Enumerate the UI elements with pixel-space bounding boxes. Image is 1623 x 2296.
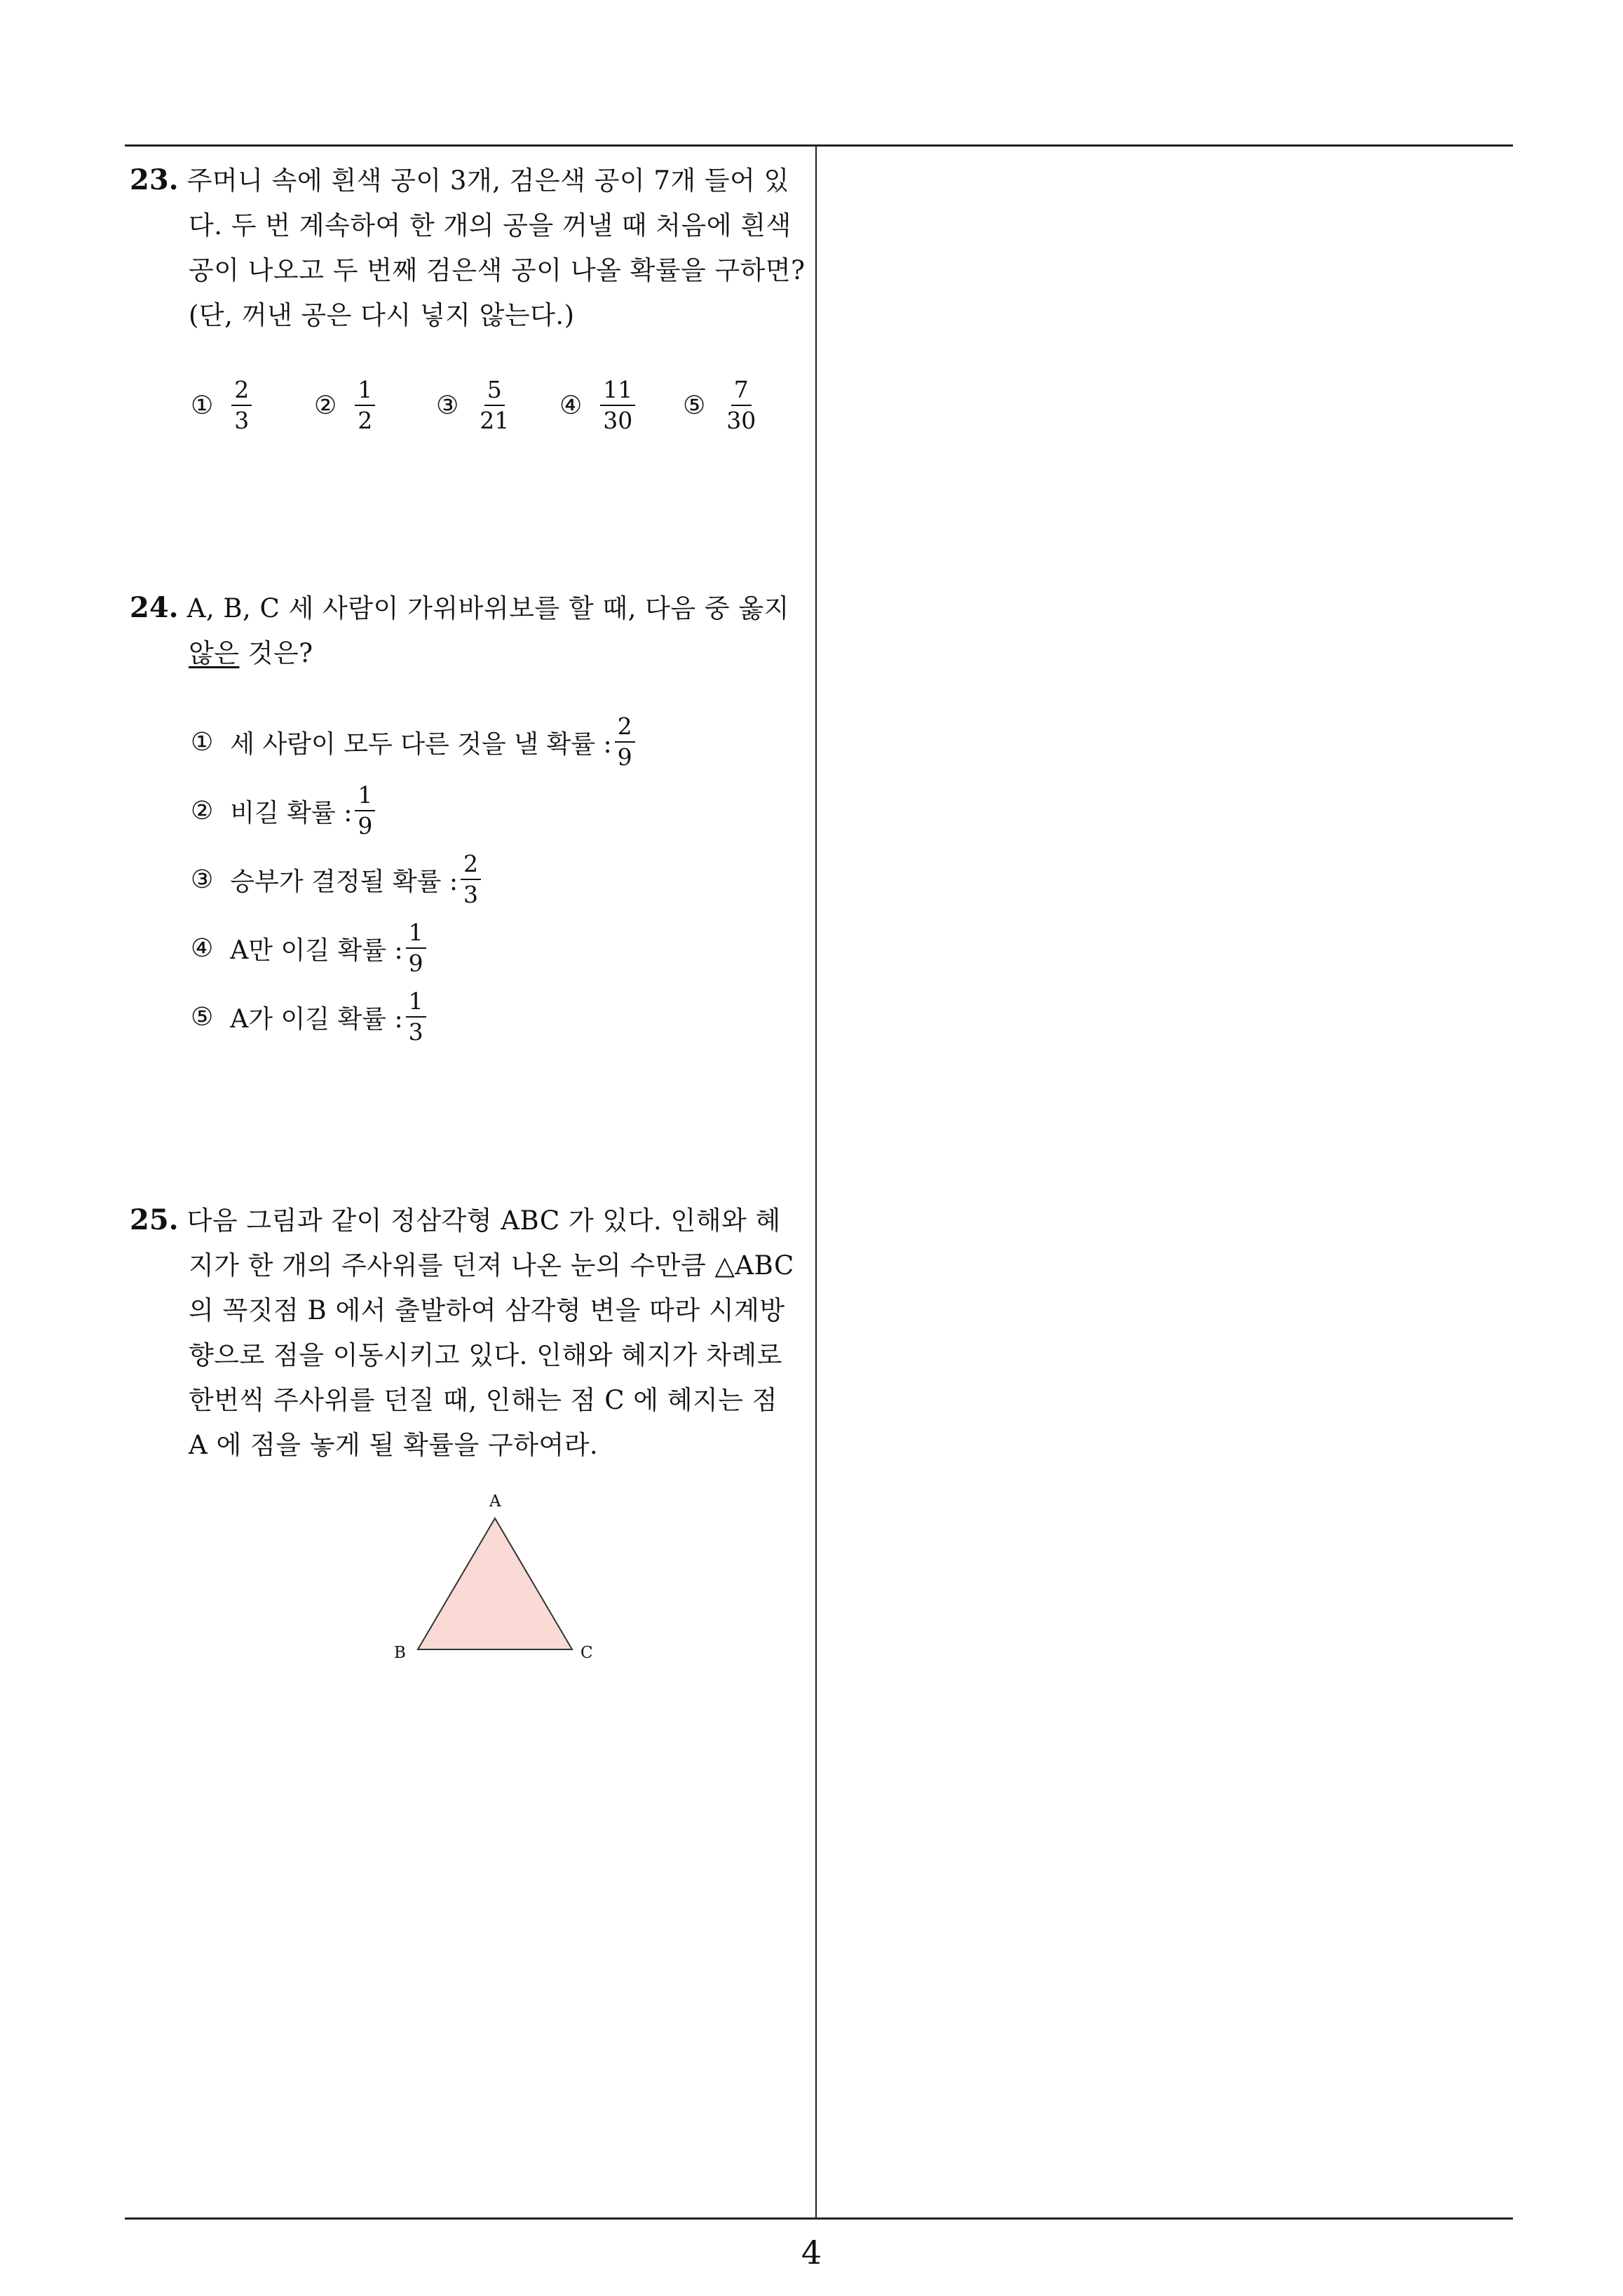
choice-text: A만 이길 확률 : [230,936,403,965]
fraction: $\frac{1}{9}$ [355,781,375,841]
vertex-label-b: B [394,1644,406,1662]
fraction: $\frac{2}{9}$ [615,712,635,772]
choice-text: 승부가 결정될 확률 : [230,867,458,896]
fraction: $\frac{2}{3}$ [231,375,252,435]
q23-choice-1[interactable] [191,375,254,435]
question-23-line-3: 공이 나오고 두 번째 검은색 공이 나올 확률을 구하면? [189,255,806,285]
question-23-number: 23. [130,163,179,196]
q24-choice-4[interactable] [191,918,429,978]
fraction: $\frac{2}{3}$ [461,849,481,910]
fraction: $\frac{5}{21}$ [480,376,510,434]
question-23 [130,158,806,338]
question-24 [130,586,806,676]
choice-marker: ③ [191,865,214,894]
question-25-line-6: A 에 점을 놓게 될 확률을 구하여라. [189,1430,599,1460]
choice-marker: ① [191,727,214,757]
bottom-rule [125,2217,1513,2220]
question-25-line-4: 향으로 점을 이동시키고 있다. 인해와 혜지가 차례로 [189,1340,782,1370]
question-23-line-4: (단, 꺼낸 공은 다시 넣지 않는다.) [189,300,575,330]
q23-choice-4[interactable] [559,375,638,435]
choice-marker: ② [191,796,214,825]
fraction: $\frac{1}{3}$ [406,987,426,1047]
choice-marker: ④ [559,391,583,420]
question-25-number: 25. [130,1203,179,1236]
question-25-line-5: 한번씩 주사위를 던질 때, 인해는 점 C 에 혜지는 점 [189,1385,778,1415]
choice-text: 세 사람이 모두 다른 것을 낼 확률 : [230,729,612,759]
q24-choice-2[interactable] [191,781,378,841]
vertex-label-c: C [580,1644,593,1662]
vertex-label-a: A [489,1492,501,1511]
fraction: $\frac{11}{30}$ [600,375,635,435]
page-number: 4 [801,2234,822,2271]
question-25-line-1: 25. 다음 그림과 같이 정삼각형 ABC 가 있다. 인해와 혜 [130,1203,781,1236]
fraction: $\frac{1}{2}$ [355,375,375,435]
top-rule [125,144,1513,147]
choice-marker: ① [191,391,214,420]
question-25 [130,1198,806,1468]
question-23-line-2: 다. 두 번 계속하여 한 개의 공을 꺼낼 때 처음에 흰색 [189,210,792,241]
question-25-line-2: 지가 한 개의 주사위를 던져 나온 눈의 수만큼 △ABC [189,1250,794,1281]
question-24-number: 24. [130,591,179,624]
choice-text: A가 이길 확률 : [230,1004,403,1034]
question-23-line-1: 23. 주머니 속에 흰색 공이 3개, 검은색 공이 7개 들어 있 [130,163,789,196]
question-25-line-3: 의 꼭짓점 B 에서 출발하여 삼각형 변을 따라 시계방 [189,1295,785,1325]
choice-marker: ④ [191,933,214,963]
q23-choice-2[interactable] [314,375,378,435]
q24-choice-3[interactable] [191,849,484,910]
choice-marker: ③ [436,391,459,420]
q23-choice-5[interactable] [683,375,761,435]
equilateral-triangle-figure [379,1480,603,1662]
fraction: $\frac{1}{9}$ [406,918,426,978]
q24-choice-5[interactable] [191,987,429,1047]
fraction: $\frac{7}{30}$ [726,376,756,434]
choice-marker: ② [314,391,337,420]
triangle-abc [418,1518,572,1649]
choice-marker: ⑤ [191,1002,214,1032]
question-24-line-2: 않은 것은? [189,638,313,668]
underlined-negation: 않은 [189,638,240,668]
choice-marker: ⑤ [683,391,706,420]
q24-choice-1[interactable] [191,712,638,772]
choice-text: 비길 확률 : [230,798,353,828]
column-divider [815,144,817,2219]
question-24-line-1: 24. A, B, C 세 사람이 가위바위보를 할 때, 다음 중 옳지 [130,591,789,624]
q23-choice-3[interactable] [436,375,515,435]
